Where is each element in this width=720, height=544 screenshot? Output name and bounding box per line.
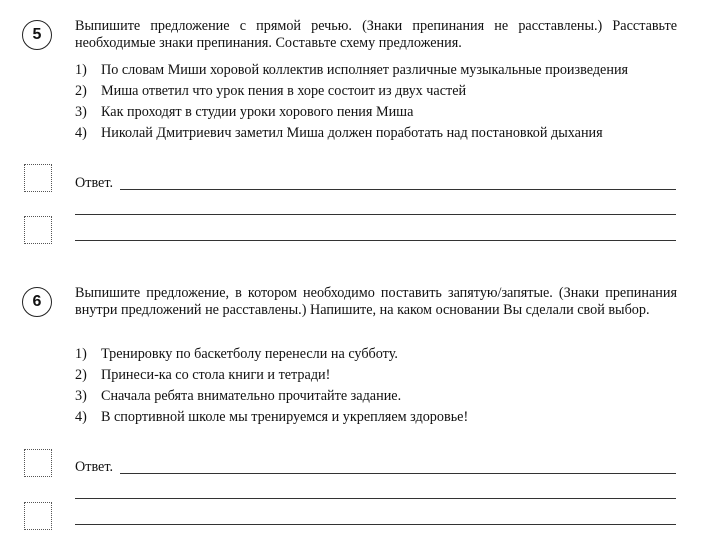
task-number-badge: 6 xyxy=(22,287,52,317)
answer-line[interactable] xyxy=(75,524,676,525)
option-item xyxy=(75,386,685,407)
answer-label: Ответ. xyxy=(75,175,114,191)
answer-box[interactable] xyxy=(24,216,52,244)
task-prompt: Выпишите предложение с прямой речью. (Знаки препинания не расставлены.) Расставьте необходимые знаки препинания. Составьте схему предложения. xyxy=(75,18,677,51)
option-text: Николай Дмитриевич заметил Миша должен поработать над постановкой дыхания xyxy=(101,125,603,141)
options-list xyxy=(75,60,685,144)
option-item xyxy=(75,365,685,386)
option-item xyxy=(75,60,685,81)
option-text: Принеси-ка со стола книги и тетради! xyxy=(101,367,331,383)
answer-line[interactable] xyxy=(120,189,676,190)
option-item xyxy=(75,344,685,365)
option-number: 1) xyxy=(75,62,87,78)
option-number: 2) xyxy=(75,367,87,383)
option-text: По словам Миши хоровой коллектив исполняет различные музыкальные произведения xyxy=(101,62,629,78)
answer-line[interactable] xyxy=(75,240,676,241)
option-number: 2) xyxy=(75,83,87,99)
options-list xyxy=(75,344,685,428)
answer-label: Ответ. xyxy=(75,459,114,475)
task-prompt: Выпишите предложение, в котором необходимо поставить запятую/запятые. (Знаки препинания внутри предложений не расставлены.) Напишите, на каком основании Вы сделали свой выбор. xyxy=(75,285,677,318)
option-text: Сначала ребята внимательно прочитайте задание. xyxy=(101,388,402,404)
answer-box[interactable] xyxy=(24,164,52,192)
option-item xyxy=(75,123,685,144)
option-number: 4) xyxy=(75,409,87,425)
answer-box[interactable] xyxy=(24,449,52,477)
option-item xyxy=(75,407,685,428)
option-number: 3) xyxy=(75,104,87,120)
option-item xyxy=(75,81,685,102)
option-number: 1) xyxy=(75,346,87,362)
option-text: Как проходят в студии уроки хорового пения Миша xyxy=(101,104,414,120)
option-number: 4) xyxy=(75,125,87,141)
task-number-badge: 5 xyxy=(22,20,52,50)
answer-line[interactable] xyxy=(120,473,676,474)
answer-line[interactable] xyxy=(75,214,676,215)
answer-box[interactable] xyxy=(24,502,52,530)
option-number: 3) xyxy=(75,388,87,404)
option-text: Миша ответил что урок пения в хоре состоит из двух частей xyxy=(101,83,467,99)
option-item xyxy=(75,102,685,123)
option-text: В спортивной школе мы тренируемся и укрепляем здоровье! xyxy=(101,409,469,425)
option-text: Тренировку по баскетболу перенесли на субботу. xyxy=(101,346,398,362)
answer-line[interactable] xyxy=(75,498,676,499)
